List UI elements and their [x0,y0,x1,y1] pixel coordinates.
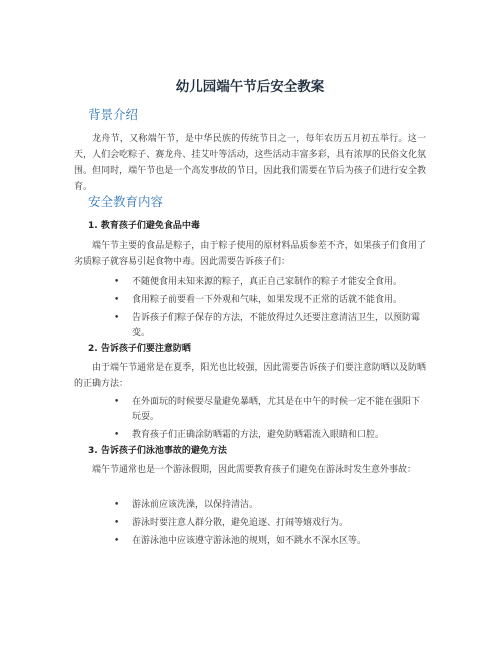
list-item: • 游泳前应该洗澡，以保持清洁。 [74,498,426,513]
bullet-icon: • [114,313,120,323]
list-item: • 在游泳池中应该遵守游泳池的规则，如不跳水不深水区等。 [74,534,426,549]
bullet-icon: • [114,536,120,546]
section-1-heading: 1. 教育孩子们避免食品中毒 [88,221,200,231]
section-1-list [74,275,426,344]
section-3-paragraph: 端午节通常也是一个游泳假期，因此需要教育孩子们避免在游泳时发生意外事故： [92,465,417,475]
bullet-icon: • [114,430,120,440]
list-item: • 不随便食用未知来源的粽子，真正自己家制作的粽子才能安全食用。 [74,275,426,290]
section-1-paragraph: 端午节主要的食品是粽子，由于粽子使用的原材料品质参差不齐，如果孩子们食用了劣质粽子就容易引起食物中毒。因此需要告诉孩子们： [74,241,426,267]
content-heading: 安全教育内容 [88,194,164,209]
background-paragraph: 龙舟节，又称端午节，是中华民族的传统节日之一，每年农历五月初五举行。这一天，人们会吃粽子、赛龙舟、挂艾叶等活动，这些活动丰富多彩，具有浓厚的民俗文化氛围。但同时，端午节也是一个高发事故的节日，因此我们需要在节后为孩子们进行安全教育。 [74,134,426,192]
bullet-icon: • [114,277,120,287]
section-2-list [74,395,426,446]
section-3-heading: 3. 告诉孩子们泳池事故的避免方法 [88,446,227,456]
section-3-list [74,498,426,552]
list-item: • 告诉孩子们粽子保存的方法，不能放得过久还要注意清洁卫生，以预防霉变。 [114,313,421,338]
section-2-heading: 2. 告诉孩子们要注意防晒 [88,344,191,354]
document-title: 幼儿园端午节后安全教案 [175,79,325,95]
section-2-paragraph: 由于端午节通常是在夏季，阳光也比较强，因此需要告诉孩子们要注意防晒以及防晒的正确方法： [74,363,426,389]
bullet-icon: • [114,518,120,528]
list-item: • 游泳时要注意人群分散，避免追逐、打闹等嬉戏行为。 [74,516,426,531]
background-heading: 背景介绍 [88,107,139,122]
list-item: • 在外面玩的时候要尽量避免暴晒，尤其是在中午的时候一定不能在强阳下玩耍。 [114,397,421,422]
list-item: • 食用粽子前要看一下外观和气味，如果发现不正常的话就不能食用。 [74,293,426,308]
bullet-icon: • [114,500,120,510]
bullet-icon: • [114,397,120,407]
list-item: • 教育孩子们正确涂防晒霜的方法，避免防晒霜流入眼睛和口腔。 [74,428,426,443]
bullet-icon: • [114,295,120,305]
